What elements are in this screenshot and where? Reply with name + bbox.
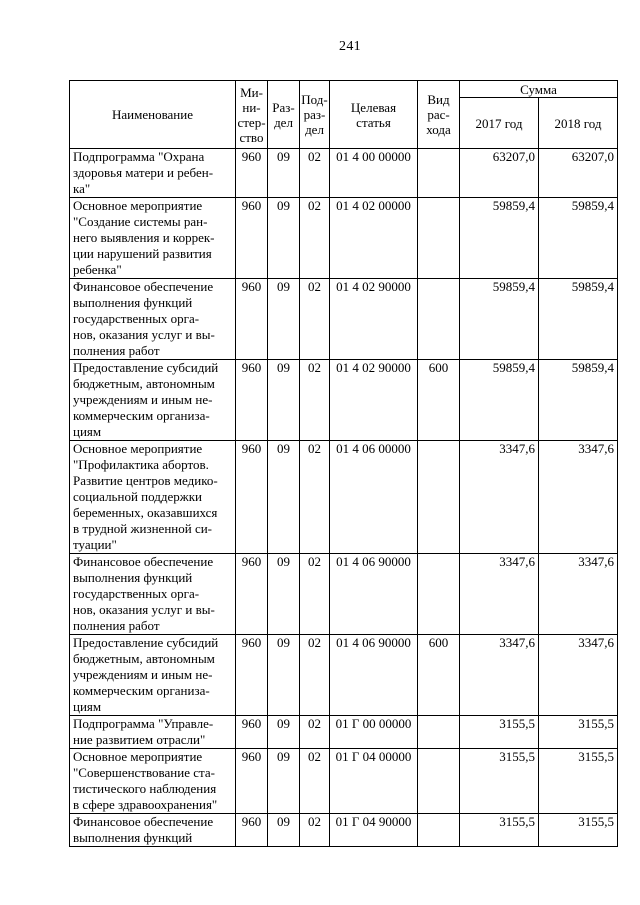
cell-2017: 59859,4 bbox=[460, 360, 539, 441]
header-year-2018: 2018 год bbox=[539, 98, 618, 149]
header-expense-type: Вид рас- хода bbox=[418, 81, 460, 149]
cell-target: 01 Г 04 00000 bbox=[330, 749, 418, 814]
cell-expense-type: 600 bbox=[418, 360, 460, 441]
cell-target: 01 4 06 90000 bbox=[330, 635, 418, 716]
cell-2018: 63207,0 bbox=[539, 149, 618, 198]
cell-name: Основное мероприятие "Создание системы ран- него выявления и коррек- ции нарушений развития ребенка" bbox=[70, 198, 236, 279]
table-row bbox=[70, 198, 618, 279]
cell-ministry: 960 bbox=[236, 749, 268, 814]
cell-expense-type bbox=[418, 441, 460, 554]
cell-ministry: 960 bbox=[236, 279, 268, 360]
cell-expense-type bbox=[418, 198, 460, 279]
cell-2018: 3155,5 bbox=[539, 716, 618, 749]
cell-2017: 59859,4 bbox=[460, 279, 539, 360]
header-year-2017: 2017 год bbox=[460, 98, 539, 149]
cell-2018: 3347,6 bbox=[539, 635, 618, 716]
cell-target: 01 4 00 00000 bbox=[330, 149, 418, 198]
cell-ministry: 960 bbox=[236, 360, 268, 441]
cell-2017: 3155,5 bbox=[460, 749, 539, 814]
cell-2017: 3155,5 bbox=[460, 716, 539, 749]
cell-ministry: 960 bbox=[236, 149, 268, 198]
cell-section: 09 bbox=[268, 360, 300, 441]
cell-section: 09 bbox=[268, 716, 300, 749]
cell-expense-type bbox=[418, 814, 460, 847]
cell-2018: 3155,5 bbox=[539, 814, 618, 847]
cell-expense-type bbox=[418, 749, 460, 814]
cell-2018: 3347,6 bbox=[539, 554, 618, 635]
cell-2018: 59859,4 bbox=[539, 198, 618, 279]
cell-2017: 3347,6 bbox=[460, 635, 539, 716]
cell-subsection: 02 bbox=[300, 360, 330, 441]
cell-name: Основное мероприятие "Профилактика абортов. Развитие центров медико- социальной поддержки беременных, оказавшихся в трудной жизненной си- туации" bbox=[70, 441, 236, 554]
table-body bbox=[70, 149, 618, 847]
cell-subsection: 02 bbox=[300, 716, 330, 749]
cell-ministry: 960 bbox=[236, 635, 268, 716]
cell-expense-type bbox=[418, 279, 460, 360]
table-header bbox=[70, 81, 618, 149]
cell-subsection: 02 bbox=[300, 149, 330, 198]
cell-name: Предоставление субсидий бюджетным, автономным учреждениям и иным не- коммерческим организа- циям bbox=[70, 635, 236, 716]
cell-2018: 3347,6 bbox=[539, 441, 618, 554]
cell-target: 01 Г 04 90000 bbox=[330, 814, 418, 847]
cell-section: 09 bbox=[268, 814, 300, 847]
cell-ministry: 960 bbox=[236, 441, 268, 554]
cell-name: Подпрограмма "Охрана здоровья матери и ребен- ка" bbox=[70, 149, 236, 198]
cell-section: 09 bbox=[268, 749, 300, 814]
cell-ministry: 960 bbox=[236, 716, 268, 749]
cell-section: 09 bbox=[268, 635, 300, 716]
cell-name: Финансовое обеспечение выполнения функций bbox=[70, 814, 236, 847]
cell-name: Финансовое обеспечение выполнения функций государственных орга- нов, оказания услуг и вы- полнения работ bbox=[70, 279, 236, 360]
header-target: Целевая статья bbox=[330, 81, 418, 149]
cell-ministry: 960 bbox=[236, 554, 268, 635]
table-row bbox=[70, 360, 618, 441]
cell-expense-type bbox=[418, 149, 460, 198]
cell-section: 09 bbox=[268, 149, 300, 198]
cell-section: 09 bbox=[268, 198, 300, 279]
cell-2018: 59859,4 bbox=[539, 279, 618, 360]
cell-subsection: 02 bbox=[300, 441, 330, 554]
cell-section: 09 bbox=[268, 441, 300, 554]
budget-table bbox=[69, 80, 618, 847]
header-ministry: Ми- ни- стер- ство bbox=[236, 81, 268, 149]
cell-section: 09 bbox=[268, 554, 300, 635]
cell-target: 01 4 06 90000 bbox=[330, 554, 418, 635]
cell-target: 01 4 06 00000 bbox=[330, 441, 418, 554]
table-row bbox=[70, 149, 618, 198]
table-row bbox=[70, 635, 618, 716]
cell-expense-type: 600 bbox=[418, 635, 460, 716]
cell-expense-type bbox=[418, 716, 460, 749]
page-number: 241 bbox=[339, 39, 361, 54]
table-row bbox=[70, 554, 618, 635]
cell-target: 01 4 02 00000 bbox=[330, 198, 418, 279]
cell-subsection: 02 bbox=[300, 635, 330, 716]
table-row bbox=[70, 749, 618, 814]
cell-section: 09 bbox=[268, 279, 300, 360]
cell-name: Подпрограмма "Управле- ние развитием отрасли" bbox=[70, 716, 236, 749]
cell-subsection: 02 bbox=[300, 814, 330, 847]
cell-subsection: 02 bbox=[300, 749, 330, 814]
table-row bbox=[70, 441, 618, 554]
cell-name: Основное мероприятие "Совершенствование ста- тистического наблюдения в сфере здравоохранения" bbox=[70, 749, 236, 814]
cell-name: Предоставление субсидий бюджетным, автономным учреждениям и иным не- коммерческим организа- циям bbox=[70, 360, 236, 441]
cell-subsection: 02 bbox=[300, 279, 330, 360]
cell-target: 01 4 02 90000 bbox=[330, 279, 418, 360]
cell-2017: 3347,6 bbox=[460, 554, 539, 635]
header-name: Наименование bbox=[70, 81, 236, 149]
table-row bbox=[70, 716, 618, 749]
header-sum: Сумма bbox=[460, 81, 618, 98]
table-row bbox=[70, 279, 618, 360]
cell-2018: 3155,5 bbox=[539, 749, 618, 814]
table-row bbox=[70, 814, 618, 847]
cell-ministry: 960 bbox=[236, 814, 268, 847]
cell-2017: 3155,5 bbox=[460, 814, 539, 847]
cell-subsection: 02 bbox=[300, 198, 330, 279]
cell-target: 01 Г 00 00000 bbox=[330, 716, 418, 749]
cell-name: Финансовое обеспечение выполнения функций государственных орга- нов, оказания услуг и вы- полнения работ bbox=[70, 554, 236, 635]
cell-subsection: 02 bbox=[300, 554, 330, 635]
cell-ministry: 960 bbox=[236, 198, 268, 279]
cell-2017: 3347,6 bbox=[460, 441, 539, 554]
cell-2017: 59859,4 bbox=[460, 198, 539, 279]
cell-target: 01 4 02 90000 bbox=[330, 360, 418, 441]
header-section: Раз- дел bbox=[268, 81, 300, 149]
cell-expense-type bbox=[418, 554, 460, 635]
header-subsection: Под- раз- дел bbox=[300, 81, 330, 149]
cell-2017: 63207,0 bbox=[460, 149, 539, 198]
cell-2018: 59859,4 bbox=[539, 360, 618, 441]
